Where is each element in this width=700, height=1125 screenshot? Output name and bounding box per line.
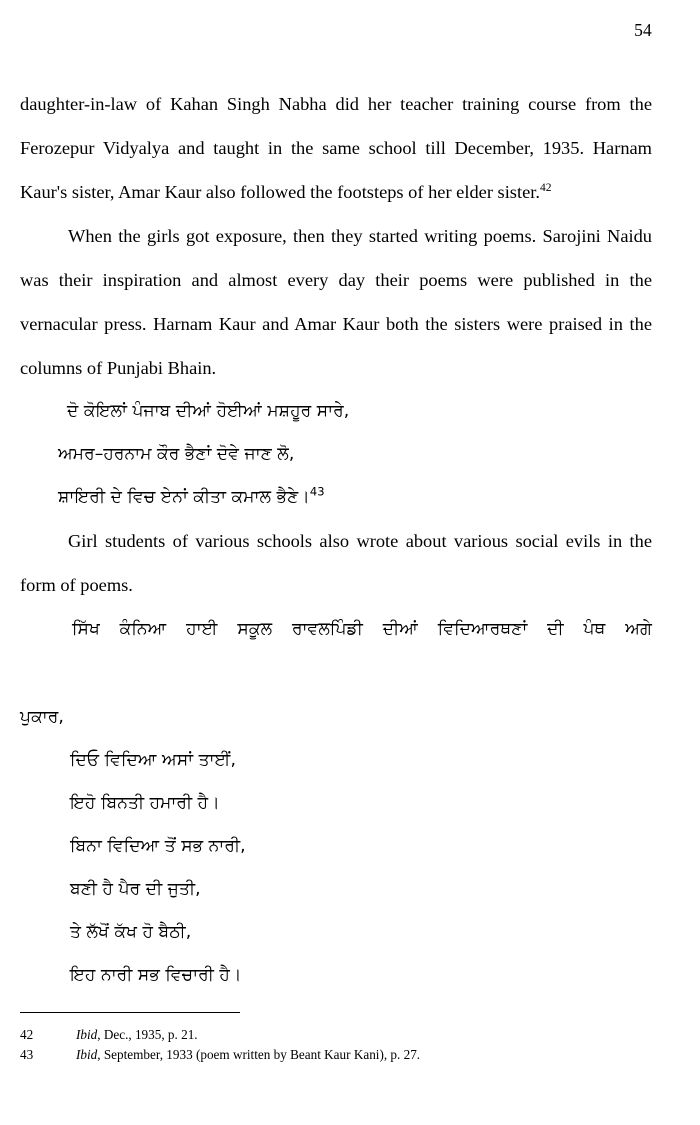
- footnote-italic-42: Ibid: [76, 1027, 98, 1042]
- footnote-number-42: 42: [20, 1027, 34, 1042]
- paragraph-3: Girl students of various schools also wrote about various social evils in the form of poems.: [20, 531, 652, 595]
- footnote-marker-43: 43: [309, 484, 325, 499]
- verse-1-line-1: ਦੋ ਕੋਇਲਾਂ ਪੰਜਾਬ ਦੀਆਂ ਹੋਈਆਂ ਮਸ਼ਹੂਰ ਸਾਰੇ,: [67, 401, 350, 421]
- footnote-row-43: [20, 1045, 652, 1065]
- footnote-marker-42: 42: [539, 181, 552, 194]
- footnote-rest-43: , September, 1933 (poem written by Beant Kaur Kani), p. 27.: [97, 1046, 421, 1062]
- footnote-rest-42: , Dec., 1935, p. 21.: [97, 1027, 198, 1042]
- verse-block-1: [20, 390, 652, 519]
- paragraph-2: When the girls got exposure, then they started writing poems. Sarojini Naidu was their inspiration and almost every day their poems were published in the vernacular press. Harnam Kaur and Amar Kaur both the sisters were praised in the columns of Punjabi Bhain.: [20, 226, 652, 378]
- verse-2-line-1: ਦਿਓ ਵਿਦਿਆ ਅਸਾਂ ਤਾਈਂ,: [70, 750, 236, 770]
- footnote-area: [20, 1012, 652, 1064]
- verse-2-line-2: ਇਹੋ ਬਿਨਤੀ ਹਮਾਰੀ ਹੈ।: [70, 793, 220, 813]
- footnote-row-42: [20, 1025, 652, 1045]
- footnote-text-42: [76, 1025, 652, 1045]
- verse-2-line-6: ਇਹ ਨਾਰੀ ਸਭ ਵਿਚਾਰੀ ਹੈ।: [70, 965, 242, 985]
- verse-2-line-4: ਬਣੀ ਹੈ ਪੈਰ ਦੀ ਜੁਤੀ,: [70, 879, 201, 899]
- paragraph-1-text: daughter-in-law of Kahan Singh Nabha did her teacher training course from the Ferozepur Vidyalya and taught in the same school till December, 1935. Harnam Kaur's sister, Amar Kaur also followed the footsteps of her elder sister.: [20, 94, 652, 202]
- verse-1-line-3: [20, 476, 652, 519]
- body-column: [20, 82, 652, 997]
- footnote-italic-43: Ibid: [76, 1046, 98, 1062]
- verse-block-2: [20, 739, 652, 997]
- gurmukhi-paragraph-line-1: ਸਿੱਖ ਕੰਨਿਆ ਹਾਈ ਸਕੂਲ ਰਾਵਲਪਿੰਡੀ ਦੀਆਂ ਵਿਦਿਆਰਥਣਾਂ ਦੀ ਪੰਥ ਅਗੇ: [72, 619, 652, 639]
- footnote-text-43: [76, 1045, 652, 1065]
- verse-1-line-2: ਅਮਰ–ਹਰਨਾਮ ਕੌਰ ਭੈਣਾਂ ਦੋਵੇ ਜਾਣ ਲੋ,: [58, 444, 295, 464]
- gurmukhi-paragraph-line-2: ਪੁਕਾਰ,: [20, 707, 64, 727]
- gurmukhi-paragraph: [20, 607, 652, 739]
- footnote-separator-rule: [20, 1012, 240, 1013]
- footnote-number-43: 43: [20, 1046, 34, 1062]
- verse-2-line-3: ਬਿਨਾ ਵਿਦਿਆ ਤੋਂ ਸਭ ਨਾਰੀ,: [70, 836, 246, 856]
- page-number: 54: [634, 20, 652, 40]
- verse-1-line-3-text: ਸ਼ਾਇਰੀ ਦੇ ਵਿਚ ਏਨਾਂ ਕੀਤਾ ਕਮਾਲ ਭੈਣੇ।: [58, 487, 310, 507]
- paragraph-1: [20, 82, 652, 214]
- verse-2-line-5: ਤੇ ਲੱਖੋਂ ਕੱਖ ਹੋ ਬੈਠੀ,: [70, 922, 192, 942]
